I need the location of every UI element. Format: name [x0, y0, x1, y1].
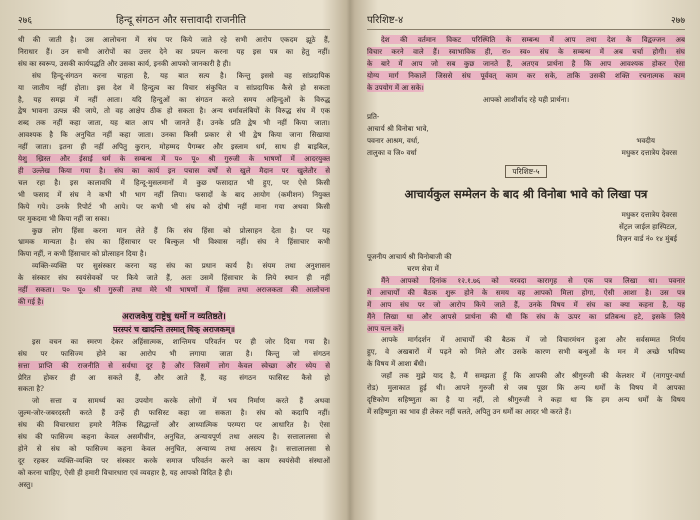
text-line: योग्य मार्ग निकालें जिससे संघ पूर्ववत् काम कर सके, ताकि उसकी शक्ति रचनात्मक काम — [367, 70, 685, 80]
right-paragraph-1 — [367, 34, 685, 94]
text-line: जुल्म-जोर-जबरदस्ती करते हैं उन्हें ही फासिस्ट कहा जा सकता है। संघ को कदापि नहीं। — [18, 408, 330, 418]
left-running-head — [18, 14, 330, 30]
to-row-1 — [367, 123, 685, 135]
text-line: निराधार हैं। उन सभी आरोपों का उत्तर देने का प्रयत्न करना यह इस पत्र का हेतु नहीं। — [18, 46, 330, 56]
left-paragraph-3 — [18, 225, 330, 261]
text-line: द्वेष भावना उत्पन्न की जाये, तो वह आक्षेप ठीक हो सकता है। अन्य धर्मावलंबियों के विरुद्ध संघ में एक — [18, 106, 330, 116]
text-line: अस्तु। — [18, 479, 33, 489]
left-running-title: हिन्दू संगठन और सत्तावादी राजनीति — [116, 15, 246, 26]
text-line: संघ का स्वरूप, उसकी कार्यपद्धति और उसका कार्य, इनकी आपको जानकारी है ही। — [18, 58, 231, 68]
text-line: में सहिष्णुता का भाव ही लेकर नहीं चलते, अपितु उन धर्मों का आदर भी करते हैं। — [367, 406, 572, 416]
text-line: होने से संघ को फासिज्म कहना केवल अनुचित, अन्याय्य तथा असत्य है। सत्तालालसा से — [18, 444, 330, 453]
left-paragraph-2 — [18, 70, 330, 225]
sign-off: भवदीय — [636, 136, 655, 146]
right-paragraph-3 — [367, 334, 685, 370]
text-line: के उपयोग में आ सके। — [367, 82, 424, 92]
text-line: संघ हिन्दू-संगठन करना चाहता है, यह बात सत्य है। किन्तु इससे वह सांप्रदायिक — [32, 70, 330, 80]
salutation: पूजनीय आचार्य श्री विनोबाजी की — [367, 252, 452, 262]
to-row-3 — [367, 147, 685, 159]
closing-line: आपको आशीर्वाद रहे यही प्रार्थना। — [482, 94, 570, 104]
text-line: रोड) मुलाकात हुई थी। आपने गुरुजी से जब पूछा कि अन्य धर्मों के विषय में आपका — [367, 383, 685, 393]
text-line: ही उल्लेख किया गया है। संघ का कार्य इन पचास वर्षों से खुले मैदान पर खुलेतौर से — [18, 165, 330, 175]
text-line: दूर रहकर व्यक्ति-व्यक्ति पर संस्कार करके समाज परिवर्तन करने का काम स्वयंसेवी संस्थाओं — [18, 455, 330, 465]
text-line: सकता है? — [18, 384, 44, 394]
text-line: के विषय में आशा बँधी। — [367, 359, 427, 369]
text-line: संघ की फासिज्म कहना केवल असमीचीन, अनुचित, अन्यायपूर्ण तथा असत्य है। सत्तालालसा से — [18, 432, 330, 442]
text-line: संघ की विचारधारा हमारे नैतिक सिद्धान्तों और आध्यात्मिक परम्परा पर आधारित है। ऐसा — [18, 420, 330, 430]
left-paragraph-4 — [18, 260, 330, 308]
text-line: है, यह समझ में नहीं आता। यदि हिन्दुओं का संगठन करते समय अहिन्दुओं के विरुद्ध — [18, 94, 330, 104]
text-line: विचार करने वाले हैं। स्वाभाविक ही, रा० स्व० संघ के सम्बन्ध में अब चर्चा होगी। संघ — [367, 46, 685, 56]
text-line: कुछ लोग हिंसा करना मान लेते हैं कि संघ हिंसा को प्रोत्साहन देता है। पर यह — [32, 225, 330, 235]
verse-heading-2: परस्परं च खादन्ति तस्मात् धिक् अराजकम्॥ — [113, 324, 235, 334]
text-line: सत्ता प्राप्ति की राजनीति से सर्वथा दूर है और जिसमें लोग केवल स्वेच्छा और ध्येय से — [18, 360, 330, 370]
text-line: इस वचन का स्मरण देकर अहिंसात्मक, शान्तिमय परिवर्तन पर ही जोर दिया गया है। — [32, 336, 330, 346]
right-page-number: २७७ — [670, 16, 685, 26]
text-line: देश की वर्तमान विकट परिस्थिति के सम्बन्ध में आप तथा देश के विद्वज्जन अब — [381, 35, 685, 44]
text-line: शब्द तक नहीं कहा जाता, यह बात आप भी जानते हैं। उनके प्रति द्वेष भी नहीं किया जाता। — [18, 118, 330, 128]
to-addr2: तालुका व जि० वर्धा — [367, 148, 417, 158]
left-paragraph-5 — [18, 336, 330, 396]
text-line: या जातीय नहीं होता। इस देश में हिन्दुत्व का विचार संकुचित व सांप्रदायिक कैसे हो सकता — [18, 82, 330, 92]
appendix-label: परिशिष्ट-५ — [505, 165, 546, 178]
text-line: चल रहा है। इस कालावधि में हिन्दू-मुसलमानों में कुछ फसादात भी हुए, पर ऐसे किसी — [18, 177, 330, 187]
right-running-head — [367, 14, 685, 30]
text-line: पर मुकदमा भी किया नहीं जा सका। — [18, 213, 110, 223]
text-line: के बारे में आप जो सब कुछ जानते हैं, अतएव प्रार्थना है कि आप आवश्यक होकर ऐसा — [367, 58, 685, 68]
to-name: आचार्य श्री विनोबा भावे, — [367, 124, 429, 134]
sender-line-1: मधुकर दत्तात्रेय देवरस — [621, 210, 677, 220]
to-label: प्रति- — [367, 112, 380, 122]
text-line: किया नहीं, न कभी हिंसाचार को प्रोत्साहन दिया है। — [18, 249, 147, 259]
text-line: आवश्यक है कि अनुचित नहीं कहा जाता। उनका किसी प्रकार से भी द्वेष किया जाना सिखाया — [18, 130, 330, 140]
text-line: जो सत्ता व सामर्थ्य का उपयोग करके लोगों में भय निर्माण करते हैं अथवा — [32, 396, 330, 406]
text-line: दृष्टिकोण सहिष्णुता का है या नहीं, तो श्रीगुरुजी ने कहा था कि हम अन्य धर्मों के विषय — [367, 394, 685, 404]
text-line: भी फसाद में संघ ने कभी भी भाग नहीं लिया। फसादों के बाद आयोग (कमीशन) नियुक्त — [18, 189, 330, 199]
sender-line-2: सेंट्रल जाईल हास्पिटल, — [619, 222, 677, 232]
text-line: प्रेरित होकर ही आ सकते हैं, और आते हैं, वह संगठन फासिस्ट कैसे हो — [18, 372, 330, 382]
text-line: किये गये। उनके रिपोर्ट भी आये। पर कभी भी संघ को दोषी नहीं माना गया अथवा किसी — [18, 201, 330, 211]
text-line: व्यक्ति-व्यक्ति पर सुसंस्कार करना यह संघ का प्रधान कार्य है। संयम तथा अनुशासन — [32, 261, 330, 271]
text-line: भ्रामक मान्यता है। संघ का हिंसाचार पर बिल्कुल भी विश्वास नहीं। संघ ने हिंसाचार कभी — [18, 237, 330, 247]
left-page — [14, 6, 336, 512]
right-page — [361, 6, 689, 512]
text-line: की गई है। — [18, 296, 44, 306]
text-line: नहीं जाता। इतना ही नहीं अपितु कुरान, मोहम्मद पैगम्बर और इस्लाम धर्म, साथ ही बाइबिल, — [18, 142, 330, 152]
to-row-2 — [367, 135, 685, 147]
text-line: नहीं सकता। प० पू० श्री गुरुजी तथा मेरे भी भाषणों में हिंसा तथा अराजकता की आलोचना — [18, 285, 330, 295]
text-line: थी की जाती है। उस आलोचना में संघ पर किये जाते रहे सभी आरोप एकदम झूठे हैं, — [18, 35, 330, 44]
left-paragraph-1 — [18, 34, 330, 70]
sender-name: मधुकर दत्तात्रेय देवरस — [621, 148, 677, 158]
text-line: मैंने लिखा था और आपसे प्रार्थना की थी कि संघ के ऊपर का प्रतिबन्ध हटे, इसके लिये — [367, 311, 685, 321]
text-line: मैंने आपको दिनांक १२.१.७६ को यरवदा कारागृह से एक पत्र लिखा था। पवनार — [381, 275, 685, 285]
text-line: आपके मार्गदर्शन में आचार्यों की बैठक में जो विचारमंथन हुआ और सर्वसम्मत निर्णय — [381, 335, 685, 345]
text-line: हुए, वे अखबारों में पढ़ने को मिले और उसके कारण सभी बन्धुओं के मन में अच्छे भविष्य — [367, 347, 685, 357]
text-line: में आचार्यों की बैठक शुरू होने के समय वह आपको मिला होगा, ऐसी आशा है। उस पत्र — [367, 287, 685, 297]
right-paragraph-4 — [367, 370, 685, 418]
verse-heading-1: अराजकेषु राष्ट्रेषु धर्मो न व्यतिष्ठते। — [122, 311, 226, 322]
sender-block — [367, 209, 685, 245]
to-addr1: पवनार आश्रम, वर्धा, — [367, 136, 420, 146]
text-line: संघ पर फासिज्म होने का आरोप भी लगाया जाता है। किन्तु जो संगठन — [18, 348, 330, 358]
text-line: येशु ख्रिस्त और ईसाई धर्म के सम्बन्ध में प० पू० श्री गुरुजी के भाषणों में आदरयुक्त — [18, 154, 330, 164]
left-paragraph-6 — [18, 395, 330, 478]
text-line: में आप संघ पर जो आरोप किये जाते हैं, उनके विषय में संघ का क्या कहना है, यह — [367, 299, 685, 309]
left-paragraph-7 — [18, 479, 330, 491]
right-paragraph-2 — [367, 275, 685, 335]
sender-line-3: विज़न वार्ड नं० १४ मुंबई — [616, 234, 677, 244]
salutation-2: चरण सेवा में — [407, 263, 439, 273]
text-line: जहाँ तक मुझे याद है, मैं समझता हूँ कि आपकी और श्रीगुरुजी की केलशर में (नागपुर-वर्धा — [381, 371, 685, 381]
right-running-title: परिशिष्ट-४ — [367, 15, 404, 26]
text-line: को करना चाहिए, ऐसी ही हमारी विचारधारा एवं व्यवहार है, यह आपको विदित है ही। — [18, 467, 233, 477]
text-line: आप यत्न करें। — [367, 323, 405, 333]
text-line: के संस्कार संघ स्वयंसेवकों पर किये जाते हैं, अतः उसमें हिंसाचार के लिये स्थान ही नहीं — [18, 273, 330, 283]
appendix-label-row — [367, 165, 685, 178]
letter-title: आचार्यकुल सम्मेलन के बाद श्री विनोबा भावे को लिखा पत्र — [404, 187, 648, 202]
left-page-number: २७६ — [18, 16, 33, 26]
